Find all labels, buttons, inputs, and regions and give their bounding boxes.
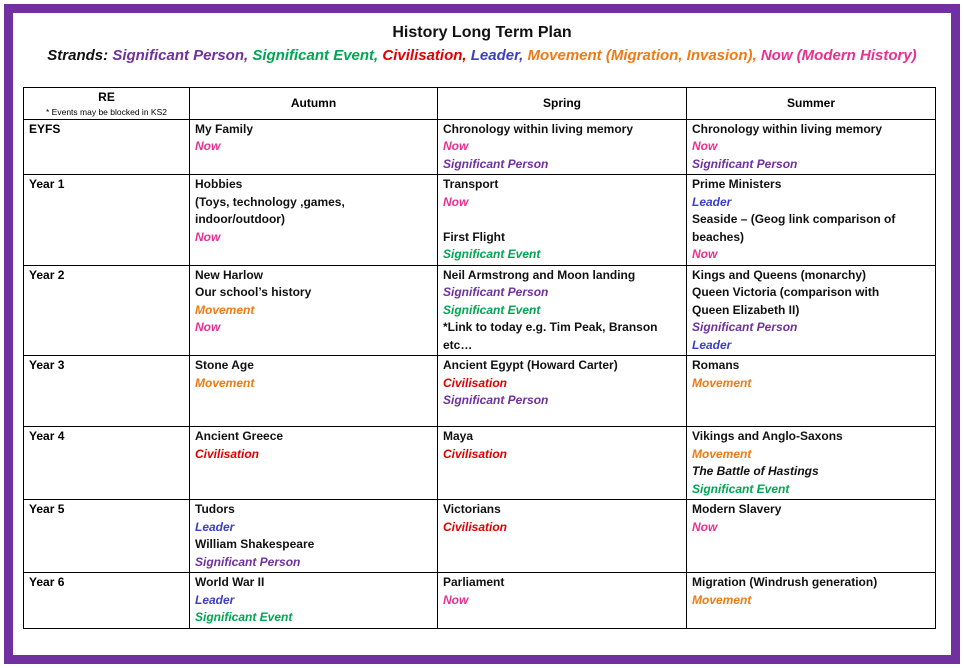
topic-text: indoor/outdoor) (195, 212, 285, 226)
year-label: Year 1 (24, 175, 190, 266)
cell-autumn (190, 573, 438, 629)
topic-text: Kings and Queens (monarchy) (692, 267, 867, 282)
year-label: Year 4 (24, 427, 190, 500)
topic-text: World War II (195, 575, 265, 589)
strand-tag: Leader (195, 592, 235, 607)
cell-spring (438, 427, 687, 500)
table-row (24, 265, 936, 356)
strand-tag: Significant Event (443, 302, 541, 317)
topic-text: etc… (443, 337, 473, 352)
strand-legend-item: Leader (470, 47, 520, 64)
page-frame (4, 4, 960, 664)
topic-text: Parliament (443, 575, 505, 589)
cell-spring (438, 175, 687, 266)
topic-text: Seaside – (Geog link comparison of (692, 212, 896, 226)
strand-legend-item: Significant Event (252, 47, 375, 64)
strand-separator: , (752, 47, 761, 64)
topic-text: First Flight (443, 229, 505, 244)
topic-text: Neil Armstrong and Moon landing (443, 267, 636, 282)
re-header (24, 88, 190, 120)
strand-tag: Significant Person (443, 156, 549, 171)
strand-tag: Significant Event (443, 247, 541, 261)
topic-text: Our school’s history (195, 285, 312, 299)
table-header-row (24, 88, 936, 120)
strand-tag: Movement (692, 375, 752, 390)
year-label: Year 3 (24, 356, 190, 427)
strand-tag: Significant Person (443, 393, 549, 407)
strand-tag: Now (195, 139, 221, 153)
strand-separator: , (374, 47, 383, 64)
column-header-autumn: Autumn (190, 88, 438, 120)
strand-tag: Movement (195, 375, 255, 390)
topic-text: beaches) (692, 229, 745, 244)
strand-tag: Now (443, 139, 469, 153)
topic-text: Chronology within living memory (692, 121, 883, 136)
topic-text: William Shakespeare (195, 537, 315, 551)
strand-tag: Now (195, 320, 221, 334)
table-row (24, 500, 936, 573)
table-row (24, 356, 936, 427)
topic-text: Victorians (443, 502, 501, 516)
strand-tag: Leader (195, 519, 235, 534)
spacer (443, 211, 681, 229)
strand-tag: Leader (692, 194, 732, 209)
year-label: Year 2 (24, 265, 190, 356)
strand-tag: Now (443, 592, 469, 607)
cell-autumn (190, 356, 438, 427)
strand-legend-item: Significant Person (112, 47, 245, 64)
topic-text: (Toys, technology ,games, (195, 194, 345, 209)
topic-text: My Family (195, 121, 254, 136)
topic-text: Ancient Greece (195, 429, 284, 443)
topic-text: Romans (692, 358, 740, 372)
cell-autumn (190, 500, 438, 573)
strand-tag: Civilisation (443, 519, 508, 534)
strand-separator: , (244, 47, 253, 64)
topic-text: Tudors (195, 502, 235, 516)
topic-text: Migration (Windrush generation) (692, 575, 878, 589)
strand-tag: Significant Person (692, 156, 798, 171)
cell-summer (687, 427, 936, 500)
strand-tag: Now (692, 519, 718, 534)
topic-text: Queen Victoria (comparison with (692, 285, 880, 299)
cell-summer (687, 175, 936, 266)
topic-text: Ancient Egypt (Howard Carter) (443, 358, 618, 372)
strand-tag: Leader (692, 337, 732, 352)
strand-tag: Movement (195, 302, 255, 317)
cell-autumn (190, 175, 438, 266)
cell-summer (687, 573, 936, 629)
strand-tag: Now (195, 229, 221, 244)
column-header-summer: Summer (687, 88, 936, 120)
cell-summer (687, 500, 936, 573)
topic-text: Maya (443, 429, 474, 443)
strand-tag: Significant Event (195, 610, 293, 624)
cell-autumn (190, 265, 438, 356)
cell-summer (687, 119, 936, 175)
topic-text: The Battle of Hastings (692, 464, 819, 478)
topic-text: *Link to today e.g. Tim Peak, Branson (443, 320, 658, 334)
cell-autumn (190, 427, 438, 500)
re-header-note: * Events may be blocked in KS2 (46, 106, 167, 117)
year-label: Year 6 (24, 573, 190, 629)
cell-spring (438, 265, 687, 356)
year-label: Year 5 (24, 500, 190, 573)
topic-text: Prime Ministers (692, 177, 782, 191)
topic-text: Stone Age (195, 358, 254, 372)
cell-autumn (190, 119, 438, 175)
strand-tag: Civilisation (195, 446, 260, 461)
strand-legend-item: Now (Modern History) (760, 47, 917, 64)
table-row (24, 427, 936, 500)
strand-tag: Significant Person (443, 285, 549, 299)
column-header-spring: Spring (438, 88, 687, 120)
strand-tag: Civilisation (443, 375, 508, 390)
re-header-label: RE (98, 90, 115, 104)
topic-text: Queen Elizabeth II) (692, 302, 800, 317)
strands-legend (13, 47, 951, 64)
table-row (24, 175, 936, 266)
strand-separator: , (519, 47, 528, 64)
strand-tag: Now (443, 194, 469, 209)
strands-label: Strands: (47, 47, 113, 64)
cell-spring (438, 356, 687, 427)
page-title: History Long Term Plan (392, 24, 572, 41)
topic-text: Modern Slavery (692, 502, 782, 516)
table-row (24, 119, 936, 175)
cell-summer (687, 265, 936, 356)
strand-legend-item: Civilisation (382, 47, 463, 64)
cell-summer (687, 356, 936, 427)
topic-text: Chronology within living memory (443, 121, 634, 136)
strand-tag: Now (692, 139, 718, 153)
cell-spring (438, 500, 687, 573)
strand-tag: Significant Person (692, 320, 798, 334)
strand-tag: Significant Person (195, 554, 301, 569)
strand-tag: Now (692, 247, 718, 261)
topic-text: New Harlow (195, 267, 264, 282)
strands-list (112, 47, 916, 64)
cell-spring (438, 119, 687, 175)
strand-tag: Movement (692, 592, 752, 607)
strand-legend-item: Movement (Migration, Invasion) (527, 47, 753, 64)
table-body (24, 119, 936, 628)
topic-text: Transport (443, 177, 499, 191)
history-plan-table (23, 87, 936, 629)
cell-spring (438, 573, 687, 629)
strand-separator: , (462, 47, 471, 64)
strand-tag: Significant Event (692, 481, 790, 496)
strand-tag: Civilisation (443, 446, 508, 461)
year-label: EYFS (24, 119, 190, 175)
strand-tag: Movement (692, 446, 752, 461)
topic-text: Vikings and Anglo-Saxons (692, 429, 843, 443)
topic-text: Hobbies (195, 177, 243, 191)
table-row (24, 573, 936, 629)
